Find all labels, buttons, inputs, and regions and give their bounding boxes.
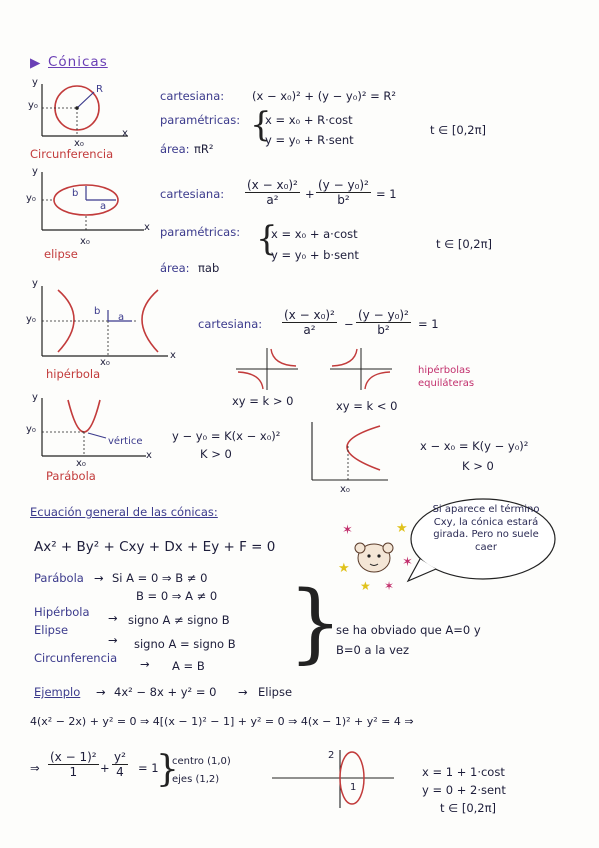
star-icon: ✶ (342, 523, 353, 538)
example-plus: + (100, 761, 110, 775)
example-arrow-2: → (238, 685, 248, 699)
general-row-2-arrow: → (108, 611, 118, 625)
star-icon: ✶ (402, 555, 413, 570)
parabola-vertex-label: vértice (108, 436, 143, 447)
hyperbola-frac-1-num: (x − x₀)² (284, 308, 335, 322)
parabola-eq-1: y − y₀ = K(x − x₀)² (172, 429, 281, 443)
example-tick-2: 2 (328, 750, 335, 761)
parabola-curve (68, 400, 100, 432)
example-frac-2 (112, 750, 128, 779)
equilateral-hyperbola-positive (232, 346, 302, 392)
mascot-eye-icon (367, 554, 370, 557)
example-param-t: t ∈ [0,2π] (440, 801, 497, 815)
ellipse-area-value: πab (198, 261, 220, 275)
hyperbola-cart-rhs: = 1 (418, 317, 439, 331)
example-rhs: = 1 (138, 761, 159, 775)
parabola-label: Parábola (46, 469, 96, 483)
ellipse-a-label: a (100, 201, 107, 212)
hyperbola-x0: x₀ (100, 357, 110, 368)
branch-q3 (238, 372, 263, 389)
example-step-1: 4(x² − 2x) + y² = 0 ⇒ 4[(x − 1)² − 1] + y² = 0 ⇒ 4(x − 1)² + y² = 4 ⇒ (30, 715, 414, 728)
example-arrow: → (96, 685, 106, 699)
circle-label: Circunferencia (30, 147, 114, 161)
circle-param-x: x = x₀ + R·cost (265, 113, 353, 127)
parabola-y0: y₀ (26, 424, 36, 435)
star-icon: ★ (396, 521, 408, 536)
hyperbola-label: hipérbola (46, 367, 101, 381)
general-brace: } (288, 573, 343, 673)
general-row-2-name: Hipérbola (34, 605, 90, 619)
example-implies: ⇒ (30, 761, 40, 775)
ellipse-param-x: x = x₀ + a·cost (271, 227, 358, 241)
circle-area-value: πR² (194, 142, 214, 156)
star-icon: ★ (338, 561, 350, 576)
ellipse-x0: x₀ (80, 236, 90, 247)
radius-line (77, 92, 94, 108)
hyperbola-minus: − (344, 317, 354, 331)
ellipse-param-y: y = y₀ + b·sent (271, 248, 359, 262)
general-equation: Ax² + By² + Cxy + Dx + Ey + F = 0 (34, 539, 276, 555)
branch-q2 (332, 349, 357, 366)
equilateral-hyperbola-negative (326, 346, 396, 392)
ellipse-axis-x: x (144, 222, 150, 233)
general-heading: Ecuación general de las cónicas: (30, 505, 218, 519)
branch-q1 (271, 349, 296, 366)
parabola-axis-y: y (32, 392, 38, 403)
circle-r-label: R (96, 84, 103, 95)
hyperbola-frac-2-den: b² (377, 323, 390, 337)
example-centro: centro (1,0) (172, 756, 231, 767)
hyperbola-frac-1 (282, 308, 337, 337)
ellipse-frac-1-den: a² (266, 193, 279, 207)
circle-param-y: y = y₀ + R·sent (265, 133, 354, 147)
general-row-4-name: Circunferencia (34, 651, 118, 665)
example-tick-1: 1 (350, 782, 357, 793)
example-ejes: ejes (1,2) (172, 774, 220, 785)
circle-axis-x: x (122, 128, 128, 139)
general-row-3-cond: signo A = signo B (134, 637, 236, 651)
circle-param-label: paramétricas: (160, 113, 241, 127)
circle-y0: y₀ (28, 100, 38, 111)
general-row-4-arrow: → (140, 657, 150, 671)
hyperbola-eq-positive: xy = k > 0 (232, 394, 294, 408)
circle-x0: x₀ (74, 138, 84, 149)
hyperbola-b-label: b (94, 306, 101, 317)
ellipse-y0: y₀ (26, 193, 36, 204)
parabola-curve (347, 426, 380, 470)
ellipse-b-label: b (72, 188, 79, 199)
mascot-ear-icon (383, 543, 393, 553)
circle-cart-eq: (x − x₀)² + (y − y₀)² = R² (252, 89, 396, 103)
circle-brace: { (250, 105, 272, 145)
example-equation: 4x² − 8x + y² = 0 (114, 685, 217, 699)
hyperbola-axis-y: y (32, 278, 38, 289)
hyperbola-frac-2-num: (y − y₀)² (358, 308, 409, 322)
example-frac-1-num: (x − 1)² (50, 750, 97, 764)
ellipse-axis-y: y (32, 166, 38, 177)
ellipse-param-label: paramétricas: (160, 225, 241, 239)
general-row-1-cond: B = 0 ⇒ A ≠ 0 (136, 589, 218, 603)
general-row-0-name: Parábola (34, 571, 84, 585)
ellipse-brace: { (256, 219, 278, 259)
circle-cart-label: cartesiana: (160, 89, 225, 103)
page-title: Cónicas (48, 54, 108, 70)
vertex-arrow (88, 433, 106, 438)
hyperbola-eq-negative: xy = k < 0 (336, 399, 398, 413)
hyperbola-a-label: a (118, 312, 125, 323)
ellipse-area-label: área: (160, 261, 190, 275)
ellipse-cart-rhs: = 1 (376, 187, 397, 201)
example-param-y: y = 0 + 2·sent (422, 783, 506, 797)
star-icon: ✶ (384, 579, 395, 593)
general-row-0-cond: Si A = 0 ⇒ B ≠ 0 (112, 571, 208, 585)
parabola-eq-2: x − x₀ = K(y − y₀)² (420, 439, 529, 453)
general-note-1: se ha obviado que A=0 y (336, 623, 481, 637)
hyperbola-right-branch (142, 290, 158, 352)
star-icon: ★ (360, 579, 371, 593)
hyperbola-frac-2 (356, 308, 411, 337)
hyperbola-axis-x: x (170, 350, 176, 361)
ellipse-frac-2-den: b² (337, 193, 350, 207)
ellipse-frac-2 (316, 178, 371, 207)
hyperbola-y0: y₀ (26, 314, 36, 325)
horizontal-parabola-x0: x₀ (340, 484, 350, 495)
parabola-k-2: K > 0 (462, 459, 494, 473)
title-bullet: ▶ (30, 55, 41, 71)
example-frac-1 (48, 750, 99, 779)
hyperbola-cart-label: cartesiana: (198, 317, 263, 331)
circle-axis-y: y (32, 77, 38, 88)
general-note-2: B=0 a la vez (336, 643, 410, 657)
circle-area-label: área: (160, 142, 190, 156)
ellipse-frac-1 (245, 178, 300, 207)
ellipse-diagram (28, 168, 158, 248)
horizontal-parabola-diagram (304, 418, 392, 488)
parabola-k-1: K > 0 (200, 447, 232, 461)
parabola-x0: x₀ (76, 458, 86, 469)
branch-q4 (365, 372, 390, 389)
general-row-2-cond: signo A ≠ signo B (128, 613, 230, 627)
ellipse-cart-label: cartesiana: (160, 187, 225, 201)
parabola-diagram (28, 394, 158, 466)
example-frac-1-den: 1 (69, 765, 78, 779)
example-frac-2-den: 4 (116, 765, 124, 779)
hyperbola-frac-1-den: a² (303, 323, 316, 337)
example-label: Ejemplo (34, 685, 81, 699)
ellipse-label: elipse (44, 247, 78, 261)
mascot-eye-icon (377, 554, 380, 557)
general-row-3-arrow: → (108, 633, 118, 647)
mascot-doodle (336, 520, 416, 592)
example-result: Elipse (258, 685, 293, 699)
ellipse-plus: + (305, 187, 315, 201)
general-row-3-name: Elipse (34, 623, 69, 637)
ellipse-interval: t ∈ [0,2π] (436, 237, 493, 251)
ellipse-frac-2-num: (y − y₀)² (318, 178, 369, 192)
center-point (75, 106, 79, 110)
example-frac-2-num: y² (114, 750, 126, 764)
general-row-0-arrow: → (94, 571, 104, 585)
example-param-x: x = 1 + 1·cost (422, 765, 505, 779)
example-brace: } (156, 749, 179, 790)
general-row-4-cond: A = B (172, 659, 205, 673)
mascot-ear-icon (355, 543, 365, 553)
circle-interval: t ∈ [0,2π] (430, 123, 487, 137)
parabola-axis-x: x (146, 450, 152, 461)
ellipse-frac-1-num: (x − x₀)² (247, 178, 298, 192)
bubble-text: Si aparece el término Cxy, la cónica estará girada. Pero no suele caer (432, 504, 540, 553)
equilateral-label: hipérbolas equiláteras (418, 365, 475, 389)
